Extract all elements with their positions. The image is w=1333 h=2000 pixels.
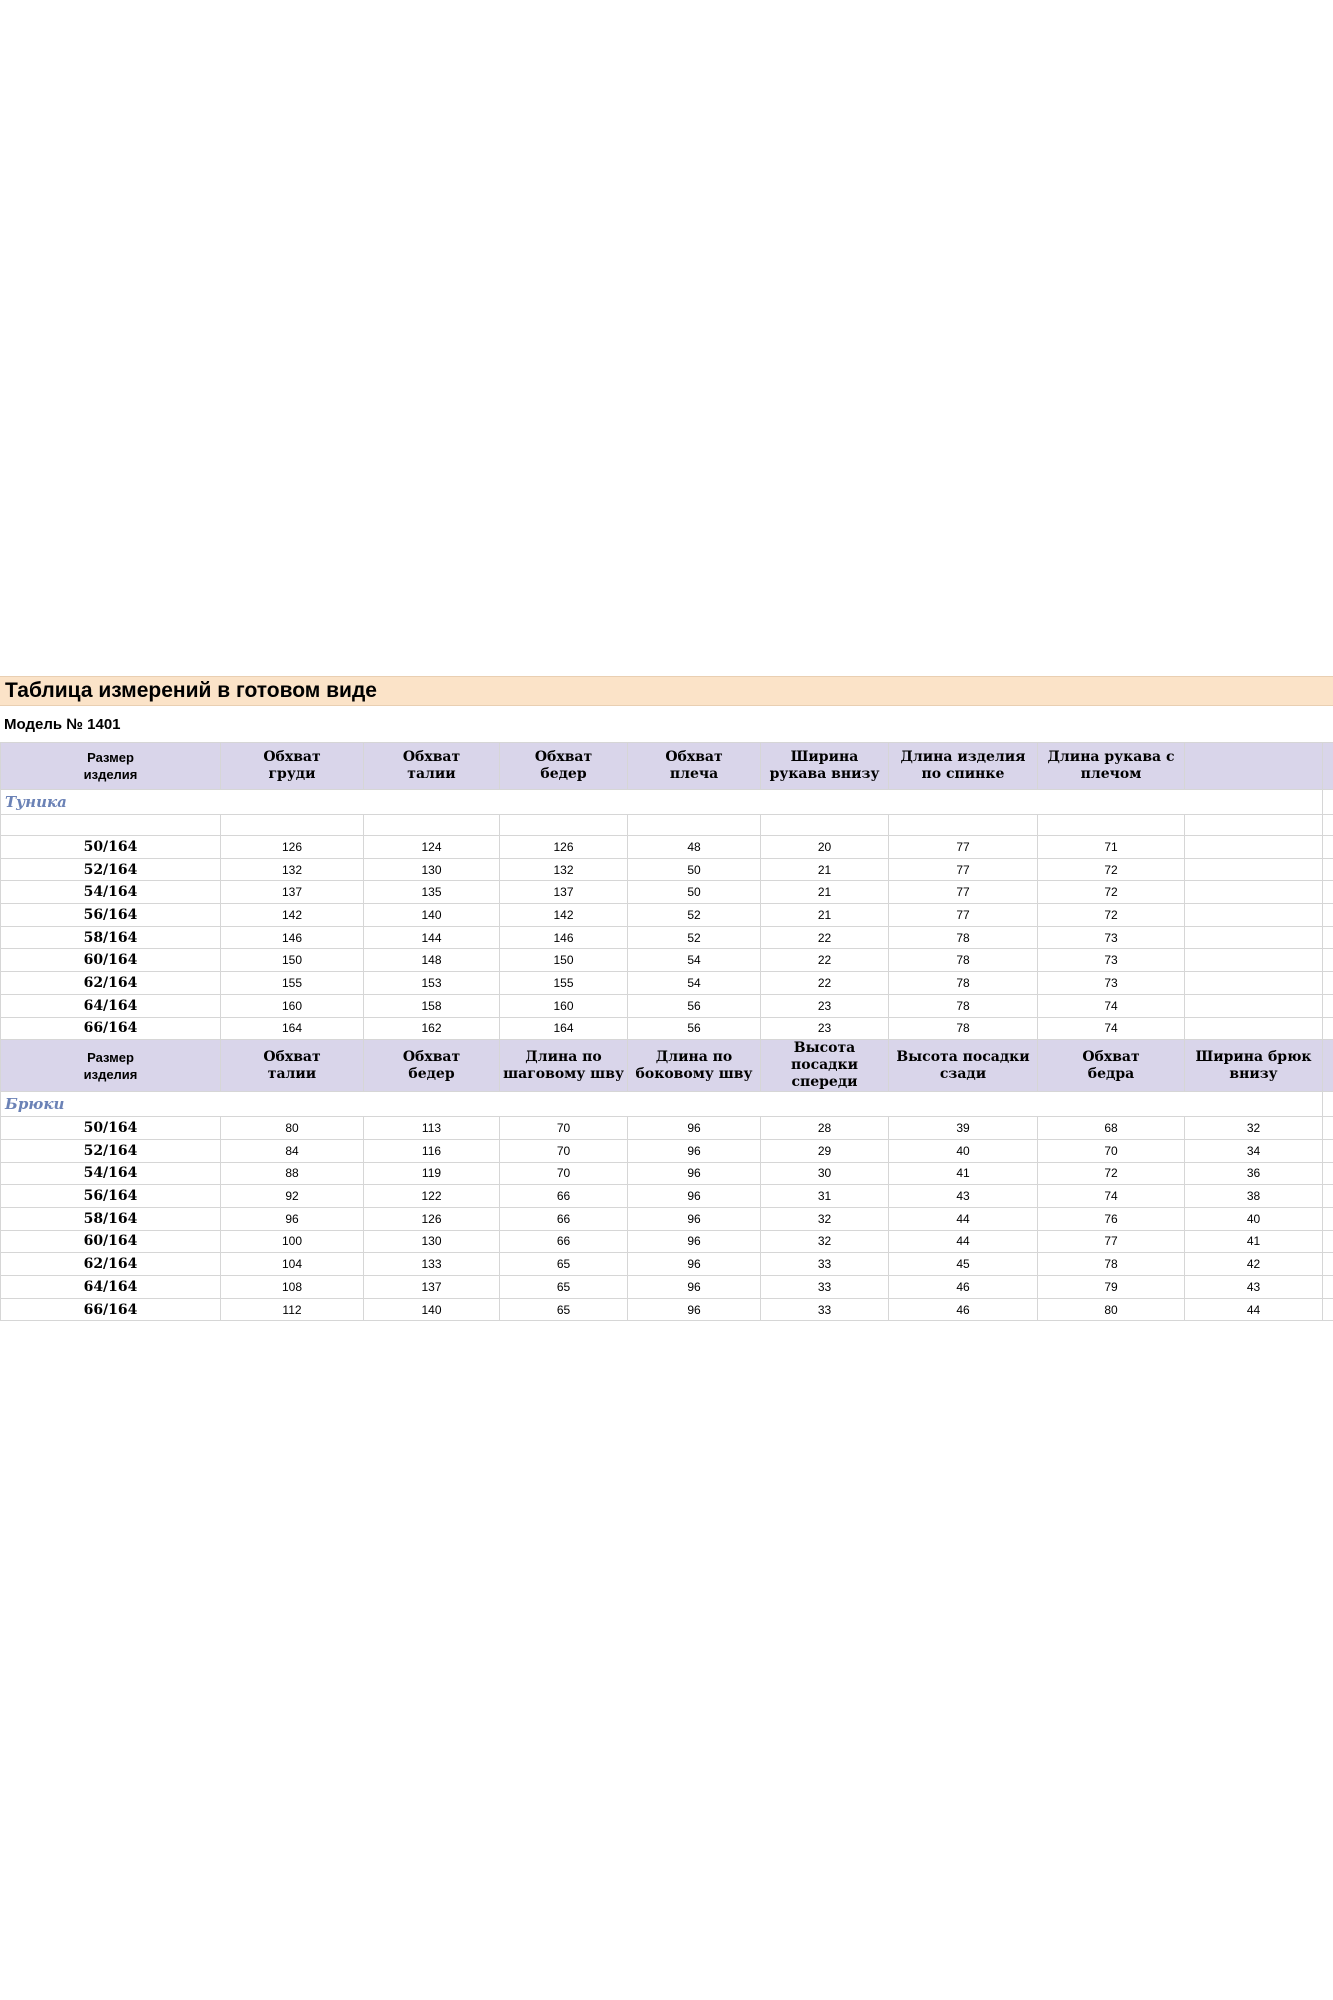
table-row (1, 881, 1333, 904)
size-cell: 62/164 (1, 972, 221, 995)
value-cell: 162 (364, 1017, 500, 1040)
size-cell: 64/164 (1, 1276, 221, 1299)
value-cell: 96 (628, 1207, 761, 1230)
header-line: плечом (1080, 766, 1142, 782)
trousers-section-label: Брюки (1, 1092, 1323, 1117)
value-cell: 65 (500, 1298, 628, 1321)
edge-cell (1323, 972, 1333, 995)
trousers-header-cell (1, 1040, 221, 1092)
value-cell: 52 (628, 926, 761, 949)
table-row (1, 994, 1333, 1017)
value-cell: 34 (1185, 1139, 1323, 1162)
edge-cell (1323, 904, 1333, 927)
value-cell: 23 (761, 994, 889, 1017)
trousers-header-cell (364, 1040, 500, 1092)
size-cell: 60/164 (1, 949, 221, 972)
size-cell: 66/164 (1, 1017, 221, 1040)
value-cell: 74 (1038, 1017, 1185, 1040)
size-cell: 56/164 (1, 904, 221, 927)
value-cell: 78 (889, 994, 1038, 1017)
value-cell: 43 (1185, 1276, 1323, 1299)
size-cell: 52/164 (1, 858, 221, 881)
value-cell: 40 (889, 1139, 1038, 1162)
value-cell: 45 (889, 1253, 1038, 1276)
table-row (1, 926, 1333, 949)
value-cell: 135 (364, 881, 500, 904)
value-cell (1185, 904, 1323, 927)
empty-cell (761, 815, 889, 836)
value-cell: 96 (628, 1117, 761, 1140)
value-cell: 44 (1185, 1298, 1323, 1321)
value-cell: 155 (500, 972, 628, 995)
edge-cell (1323, 743, 1333, 790)
value-cell: 31 (761, 1185, 889, 1208)
value-cell: 39 (889, 1117, 1038, 1140)
header-line: изделия (83, 767, 138, 782)
value-cell: 142 (221, 904, 364, 927)
value-cell: 65 (500, 1276, 628, 1299)
tunic-header-cell (1, 743, 221, 790)
header-line: Обхват (263, 1048, 321, 1065)
spacer-row (1, 815, 1333, 836)
header-line: по спинке (921, 766, 1005, 782)
edge-cell (1323, 949, 1333, 972)
measurement-sheet (0, 676, 1333, 1321)
empty-cell (364, 815, 500, 836)
header-line: Обхват (402, 749, 461, 765)
value-cell: 88 (221, 1162, 364, 1185)
value-cell: 30 (761, 1162, 889, 1185)
value-cell: 150 (500, 949, 628, 972)
header-line: бедер (540, 766, 587, 782)
value-cell: 76 (1038, 1207, 1185, 1230)
tunic-header-cell (761, 743, 889, 790)
value-cell: 46 (889, 1298, 1038, 1321)
value-cell: 119 (364, 1162, 500, 1185)
value-cell: 41 (1185, 1230, 1323, 1253)
value-cell: 96 (628, 1139, 761, 1162)
edge-cell (1323, 1040, 1333, 1092)
size-cell: 58/164 (1, 1207, 221, 1230)
value-cell: 66 (500, 1230, 628, 1253)
table-row (1, 1298, 1333, 1321)
table-row (1, 1230, 1333, 1253)
sheet-title: Таблица измерений в готовом виде (0, 676, 1333, 706)
value-cell: 38 (1185, 1185, 1323, 1208)
edge-cell (1323, 926, 1333, 949)
empty-cell (500, 815, 628, 836)
value-cell: 23 (761, 1017, 889, 1040)
value-cell: 116 (364, 1139, 500, 1162)
table-row (1, 858, 1333, 881)
header-line: спереди (791, 1074, 858, 1091)
tunic-header-cell (364, 743, 500, 790)
value-cell: 32 (761, 1207, 889, 1230)
size-cell: 50/164 (1, 1117, 221, 1140)
value-cell: 130 (364, 858, 500, 881)
value-cell: 77 (889, 836, 1038, 859)
value-cell (1185, 858, 1323, 881)
value-cell: 137 (364, 1276, 500, 1299)
table-row (1, 836, 1333, 859)
value-cell: 22 (761, 926, 889, 949)
value-cell: 73 (1038, 926, 1185, 949)
value-cell: 158 (364, 994, 500, 1017)
value-cell: 77 (889, 904, 1038, 927)
value-cell: 137 (500, 881, 628, 904)
header-line: бедра (1087, 1065, 1135, 1082)
value-cell: 22 (761, 949, 889, 972)
header-line: талии (407, 766, 456, 782)
edge-cell (1323, 1139, 1333, 1162)
value-cell: 79 (1038, 1276, 1185, 1299)
tunic-header-cell (500, 743, 628, 790)
value-cell: 77 (889, 881, 1038, 904)
value-cell: 29 (761, 1139, 889, 1162)
header-line: Обхват (263, 749, 321, 765)
value-cell: 140 (364, 904, 500, 927)
value-cell: 164 (221, 1017, 364, 1040)
table-row (1, 972, 1333, 995)
value-cell: 78 (889, 972, 1038, 995)
header-line: изделия (83, 1066, 138, 1082)
value-cell (1185, 926, 1323, 949)
value-cell: 146 (221, 926, 364, 949)
size-cell: 58/164 (1, 926, 221, 949)
value-cell: 126 (500, 836, 628, 859)
table-row (1, 1139, 1333, 1162)
header-line: Ширина (790, 749, 859, 765)
value-cell: 72 (1038, 1162, 1185, 1185)
value-cell: 52 (628, 904, 761, 927)
value-cell: 33 (761, 1298, 889, 1321)
value-cell: 20 (761, 836, 889, 859)
table-row (1, 1207, 1333, 1230)
value-cell: 74 (1038, 1185, 1185, 1208)
value-cell: 104 (221, 1253, 364, 1276)
header-line: внизу (1229, 1065, 1278, 1082)
value-cell: 132 (221, 858, 364, 881)
table-row (1, 1162, 1333, 1185)
size-cell: 62/164 (1, 1253, 221, 1276)
table-row (1, 1017, 1333, 1040)
empty-cell (1185, 815, 1323, 836)
value-cell: 74 (1038, 994, 1185, 1017)
value-cell: 155 (221, 972, 364, 995)
value-cell (1185, 994, 1323, 1017)
size-cell: 52/164 (1, 1139, 221, 1162)
value-cell: 46 (889, 1276, 1038, 1299)
trousers-header-cell (761, 1040, 889, 1092)
value-cell: 146 (500, 926, 628, 949)
value-cell: 73 (1038, 949, 1185, 972)
value-cell: 96 (628, 1230, 761, 1253)
value-cell: 66 (500, 1207, 628, 1230)
value-cell: 78 (889, 949, 1038, 972)
trousers-header-cell (221, 1040, 364, 1092)
value-cell: 28 (761, 1117, 889, 1140)
value-cell: 72 (1038, 858, 1185, 881)
size-cell: 54/164 (1, 1162, 221, 1185)
tunic-section-row (1, 790, 1333, 815)
value-cell: 41 (889, 1162, 1038, 1185)
header-line: Размер (87, 1049, 134, 1065)
value-cell: 56 (628, 1017, 761, 1040)
value-cell: 150 (221, 949, 364, 972)
value-cell: 78 (1038, 1253, 1185, 1276)
empty-cell (1, 815, 221, 836)
tunic-header-cell (889, 743, 1038, 790)
value-cell (1185, 1017, 1323, 1040)
edge-cell (1323, 1298, 1333, 1321)
header-line: Размер (87, 750, 134, 765)
header-line: Обхват (534, 749, 593, 765)
edge-cell (1323, 858, 1333, 881)
tunic-header-row (1, 743, 1333, 790)
value-cell: 96 (628, 1298, 761, 1321)
header-line: шаговому шву (503, 1065, 624, 1082)
value-cell: 72 (1038, 881, 1185, 904)
tunic-header-cell (1185, 743, 1323, 790)
value-cell: 21 (761, 881, 889, 904)
tunic-header-cell (221, 743, 364, 790)
tunic-header-cell (628, 743, 761, 790)
value-cell: 72 (1038, 904, 1185, 927)
value-cell: 42 (1185, 1253, 1323, 1276)
tunic-header-cell (1038, 743, 1185, 790)
value-cell: 164 (500, 1017, 628, 1040)
value-cell: 153 (364, 972, 500, 995)
header-line: груди (268, 766, 316, 782)
value-cell: 160 (500, 994, 628, 1017)
value-cell: 80 (221, 1117, 364, 1140)
model-number: Модель № 1401 (4, 715, 121, 733)
value-cell: 148 (364, 949, 500, 972)
value-cell: 100 (221, 1230, 364, 1253)
value-cell (1185, 836, 1323, 859)
header-line: Обхват (665, 749, 723, 765)
value-cell: 66 (500, 1185, 628, 1208)
header-line: Высота посадки (790, 1040, 858, 1074)
trousers-header-cell (628, 1040, 761, 1092)
value-cell: 36 (1185, 1162, 1323, 1185)
header-line: Обхват (1082, 1048, 1140, 1065)
value-cell: 50 (628, 881, 761, 904)
size-cell: 56/164 (1, 1185, 221, 1208)
value-cell: 126 (364, 1207, 500, 1230)
value-cell: 32 (761, 1230, 889, 1253)
value-cell: 33 (761, 1253, 889, 1276)
edge-cell (1323, 1162, 1333, 1185)
value-cell: 43 (889, 1185, 1038, 1208)
value-cell: 112 (221, 1298, 364, 1321)
table-row (1, 1253, 1333, 1276)
trousers-section-row (1, 1092, 1333, 1117)
header-line: Длина по (525, 1048, 602, 1065)
header-line: рукава внизу (769, 766, 880, 782)
value-cell: 96 (628, 1185, 761, 1208)
header-line: Обхват (402, 1048, 461, 1065)
value-cell: 124 (364, 836, 500, 859)
value-cell: 126 (221, 836, 364, 859)
header-line: Длина рукава с (1047, 749, 1175, 765)
trousers-header-cell (500, 1040, 628, 1092)
table-row (1, 1185, 1333, 1208)
value-cell: 133 (364, 1253, 500, 1276)
value-cell: 140 (364, 1298, 500, 1321)
size-cell: 66/164 (1, 1298, 221, 1321)
value-cell: 122 (364, 1185, 500, 1208)
value-cell: 144 (364, 926, 500, 949)
trousers-header-cell (1185, 1040, 1323, 1092)
value-cell: 108 (221, 1276, 364, 1299)
value-cell: 78 (889, 926, 1038, 949)
header-line: Ширина брюк (1195, 1048, 1312, 1065)
value-cell: 77 (1038, 1230, 1185, 1253)
edge-cell (1323, 1207, 1333, 1230)
edge-cell (1323, 1276, 1333, 1299)
value-cell: 160 (221, 994, 364, 1017)
tunic-section-label: Туника (1, 790, 1323, 815)
value-cell: 77 (889, 858, 1038, 881)
trousers-header-cell (889, 1040, 1038, 1092)
value-cell: 54 (628, 972, 761, 995)
value-cell: 84 (221, 1139, 364, 1162)
value-cell: 21 (761, 858, 889, 881)
value-cell: 71 (1038, 836, 1185, 859)
value-cell: 92 (221, 1185, 364, 1208)
trousers-header-row (1, 1040, 1333, 1092)
value-cell: 68 (1038, 1117, 1185, 1140)
edge-cell (1323, 881, 1333, 904)
edge-cell (1323, 1017, 1333, 1040)
table-row (1, 1117, 1333, 1140)
edge-cell (1323, 1117, 1333, 1140)
value-cell: 130 (364, 1230, 500, 1253)
value-cell: 96 (628, 1253, 761, 1276)
value-cell: 32 (1185, 1117, 1323, 1140)
value-cell (1185, 881, 1323, 904)
table-row (1, 949, 1333, 972)
table-row (1, 904, 1333, 927)
header-line: бедер (408, 1065, 455, 1082)
trousers-header-cell (1038, 1040, 1185, 1092)
value-cell: 80 (1038, 1298, 1185, 1321)
size-cell: 60/164 (1, 1230, 221, 1253)
edge-cell (1323, 815, 1333, 836)
value-cell: 70 (1038, 1139, 1185, 1162)
value-cell: 65 (500, 1253, 628, 1276)
value-cell: 54 (628, 949, 761, 972)
empty-cell (889, 815, 1038, 836)
empty-cell (1038, 815, 1185, 836)
value-cell: 96 (221, 1207, 364, 1230)
edge-cell (1323, 1092, 1333, 1117)
value-cell: 44 (889, 1207, 1038, 1230)
edge-cell (1323, 1185, 1333, 1208)
value-cell: 44 (889, 1230, 1038, 1253)
size-cell: 64/164 (1, 994, 221, 1017)
size-cell: 54/164 (1, 881, 221, 904)
value-cell: 137 (221, 881, 364, 904)
value-cell: 142 (500, 904, 628, 927)
table-row (1, 1276, 1333, 1299)
value-cell: 22 (761, 972, 889, 995)
header-line: сзади (939, 1065, 987, 1082)
header-line: плеча (669, 766, 719, 782)
value-cell: 70 (500, 1162, 628, 1185)
edge-cell (1323, 836, 1333, 859)
value-cell: 56 (628, 994, 761, 1017)
value-cell: 21 (761, 904, 889, 927)
value-cell: 132 (500, 858, 628, 881)
measurement-table (0, 742, 1333, 1321)
edge-cell (1323, 1230, 1333, 1253)
value-cell: 33 (761, 1276, 889, 1299)
empty-cell (221, 815, 364, 836)
value-cell: 113 (364, 1117, 500, 1140)
value-cell (1185, 972, 1323, 995)
edge-cell (1323, 1253, 1333, 1276)
empty-cell (628, 815, 761, 836)
value-cell: 70 (500, 1139, 628, 1162)
header-line: Высота посадки (896, 1048, 1030, 1065)
edge-cell (1323, 790, 1333, 815)
header-line: талии (267, 1065, 317, 1082)
value-cell: 50 (628, 858, 761, 881)
value-cell: 96 (628, 1162, 761, 1185)
edge-cell (1323, 994, 1333, 1017)
value-cell: 73 (1038, 972, 1185, 995)
value-cell: 70 (500, 1117, 628, 1140)
header-line: Длина по (655, 1048, 733, 1065)
value-cell: 78 (889, 1017, 1038, 1040)
value-cell: 48 (628, 836, 761, 859)
header-line: боковому шву (635, 1065, 753, 1082)
value-cell (1185, 949, 1323, 972)
size-cell: 50/164 (1, 836, 221, 859)
header-line: Длина изделия (900, 749, 1026, 765)
value-cell: 96 (628, 1276, 761, 1299)
value-cell: 40 (1185, 1207, 1323, 1230)
